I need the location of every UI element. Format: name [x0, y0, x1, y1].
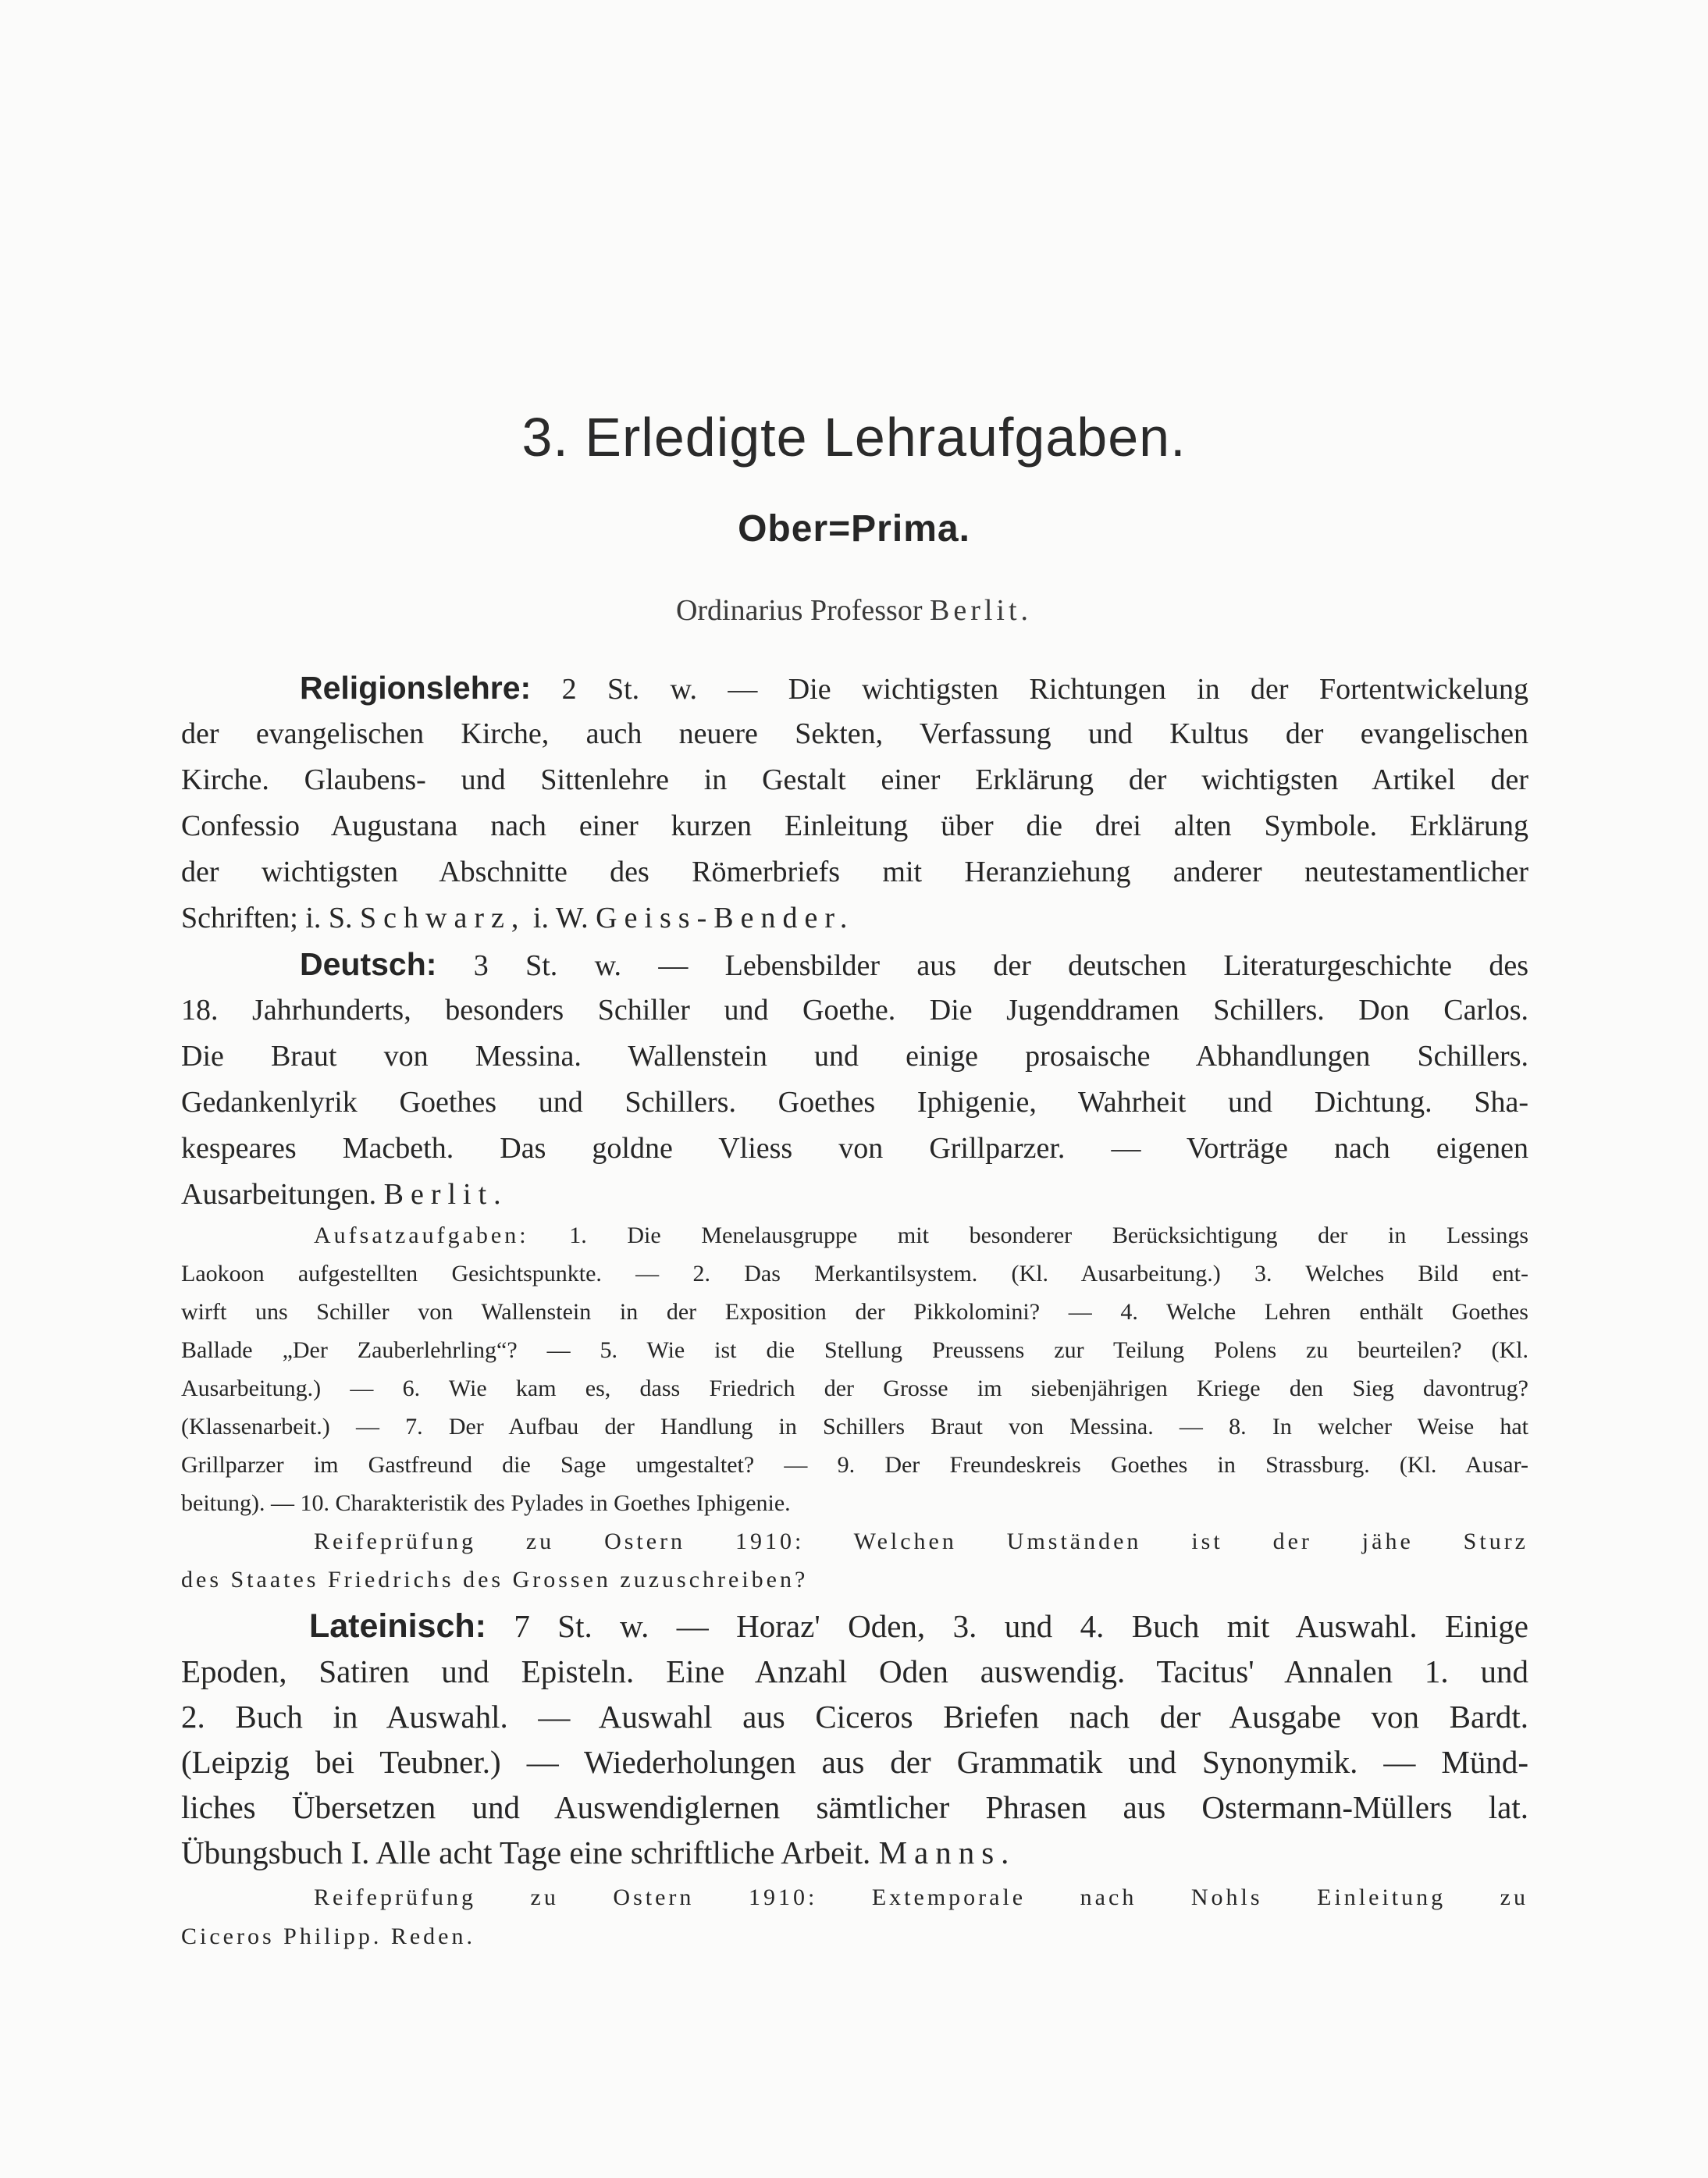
section-latein — [181, 1603, 1528, 1875]
religion-last-prefix: Schriften; i. S. — [181, 902, 353, 934]
paragraph-line — [181, 1603, 1528, 1649]
religion-line-2: der evangelischen Kirche, auch neuere Sekten, Verfassung und Kultus der evangelischen — [181, 717, 1528, 750]
section-religion — [181, 665, 1528, 941]
reife-latein-line-1: Reifeprüfung zu Ostern 1910: Extemporale nach Nohls Einleitung zu — [314, 1884, 1528, 1910]
deutsch-heading: Deutsch: — [300, 946, 437, 982]
deutsch-last-prefix: Ausarbeitungen. — [181, 1178, 377, 1211]
teacher-berlit: Berlit. — [383, 1178, 508, 1211]
deutsch-line-4: Gedankenlyrik Goethes und Schillers. Goethes Iphigenie, Wahrheit und Dichtung. Sha- — [181, 1086, 1528, 1119]
paragraph-line — [181, 665, 1528, 711]
religion-mid: i. W. — [532, 902, 589, 934]
ordinarius-prefix: Ordinarius Professor — [675, 594, 923, 627]
aufsatz-line-4: Ballade „Der Zauberlehrling“? — 5. Wie ist die Stellung Preussens zur Teilung Polens zu beurteilen? (Kl. — [181, 1337, 1528, 1363]
deutsch-line-3: Die Braut von Messina. Wallenstein und einige prosaische Abhandlungen Schillers. — [181, 1040, 1528, 1073]
latein-line-2: Epoden, Satiren und Episteln. Eine Anzahl Oden auswendig. Tacitus' Annalen 1. und — [181, 1653, 1528, 1689]
aufsatz-label: Aufsatzaufgaben: — [314, 1222, 529, 1248]
deutsch-line-5: kespeares Macbeth. Das goldne Vliess von Grillparzer. — Vorträge nach eigenen — [181, 1132, 1528, 1165]
author-geiss-bender: Geiss-Bender. — [596, 902, 855, 934]
ordinarius-line — [0, 593, 1708, 628]
class-heading: Ober=Prima. — [738, 508, 970, 550]
section-reife-latein — [181, 1878, 1528, 1956]
aufsatz-text-1: 1. Die Menelausgruppe mit besonderer Berücksichtigung der in Lessings — [569, 1222, 1529, 1248]
latein-line-3: 2. Buch in Auswahl. — Auswahl aus Ciceros Briefen nach der Ausgabe von Bardt. — [181, 1699, 1528, 1735]
latein-line-4: (Leipzig bei Teubner.) — Wiederholungen aus der Grammatik und Synonymik. — Münd- — [181, 1744, 1528, 1780]
religion-line-6 — [181, 895, 1528, 941]
latein-last-prefix: Übungsbuch I. Alle acht Tage eine schriftliche Arbeit. — [181, 1835, 871, 1870]
section-aufsatz — [181, 1216, 1528, 1599]
ordinarius-name: Berlit. — [930, 594, 1033, 627]
aufsatz-line-1 — [181, 1216, 1528, 1254]
latein-heading: Lateinisch: — [309, 1607, 486, 1645]
religion-heading: Religionslehre: — [300, 670, 532, 706]
paragraph-line — [181, 941, 1528, 988]
aufsatz-line-7: Grillparzer im Gastfreund die Sage umgestaltet? — 9. Der Freundeskreis Goethes in Strassburg. (Kl. Ausar- — [181, 1452, 1528, 1478]
deutsch-line-2: 18. Jahrhunderts, besonders Schiller und Goethe. Die Jugenddramen Schillers. Don Carlos. — [181, 994, 1528, 1027]
aufsatz-line-8: beitung). — 10. Charakteristik des Pylades in Goethes Iphigenie. — [181, 1490, 791, 1516]
aufsatz-line-5: Ausarbeitung.) — 6. Wie kam es, dass Friedrich der Grosse im siebenjährigen Kriege den Sieg davontrug? — [181, 1375, 1528, 1401]
aufsatz-line-2: Laokoon aufgestellten Gesichtspunkte. — 2. Das Merkantilsystem. (Kl. Ausarbeitung.) 3. Welches Bild ent- — [181, 1261, 1528, 1287]
religion-line-3: Kirche. Glaubens- und Sittenlehre in Gestalt einer Erklärung der wichtigsten Artikel der — [181, 763, 1528, 796]
religion-line-4: Confessio Augustana nach einer kurzen Einleitung über die drei alten Symbole. Erklärung — [181, 810, 1528, 842]
deutsch-line-1: 3 St. w. — Lebensbilder aus der deutschen Literaturgeschichte des — [473, 949, 1529, 982]
reife-deutsch-line-1: Reifeprüfung zu Ostern 1910: Welchen Umständen ist der jähe Sturz — [314, 1529, 1528, 1554]
author-schwarz: Schwarz, — [360, 902, 526, 934]
aufsatz-line-6: (Klassenarbeit.) — 7. Der Aufbau der Handlung in Schillers Braut von Messina. — 8. In welcher Weise hat — [181, 1414, 1528, 1440]
latein-line-1: 7 St. w. — Horaz' Oden, 3. und 4. Buch mit Auswahl. Einige — [514, 1608, 1529, 1644]
section-deutsch — [181, 941, 1528, 1218]
page-title: 3. Erledigte Lehraufgaben. — [521, 407, 1187, 468]
aufsatz-line-3: wirft uns Schiller von Wallenstein in der Exposition der Pikkolomini? — 4. Welche Lehren enthält Goethes — [181, 1299, 1528, 1325]
latein-line-6 — [181, 1830, 1528, 1875]
reife-deutsch-line-2: des Staates Friedrichs des Grossen zuzuschreiben? — [181, 1567, 809, 1593]
teacher-manns: Manns. — [878, 1835, 1016, 1870]
latein-line-5: liches Übersetzen und Auswendiglernen sämtlicher Phrasen aus Ostermann-Müllers lat. — [181, 1789, 1528, 1825]
reife-latein-line-2: Ciceros Philipp. Reden. — [181, 1924, 475, 1949]
religion-line-5: der wichtigsten Abschnitte des Römerbriefs mit Heranziehung anderer neutestamentlicher — [181, 856, 1528, 888]
religion-line-1: 2 St. w. — Die wichtigsten Richtungen in der Fortentwickelung — [561, 673, 1529, 706]
deutsch-line-6 — [181, 1172, 1528, 1218]
